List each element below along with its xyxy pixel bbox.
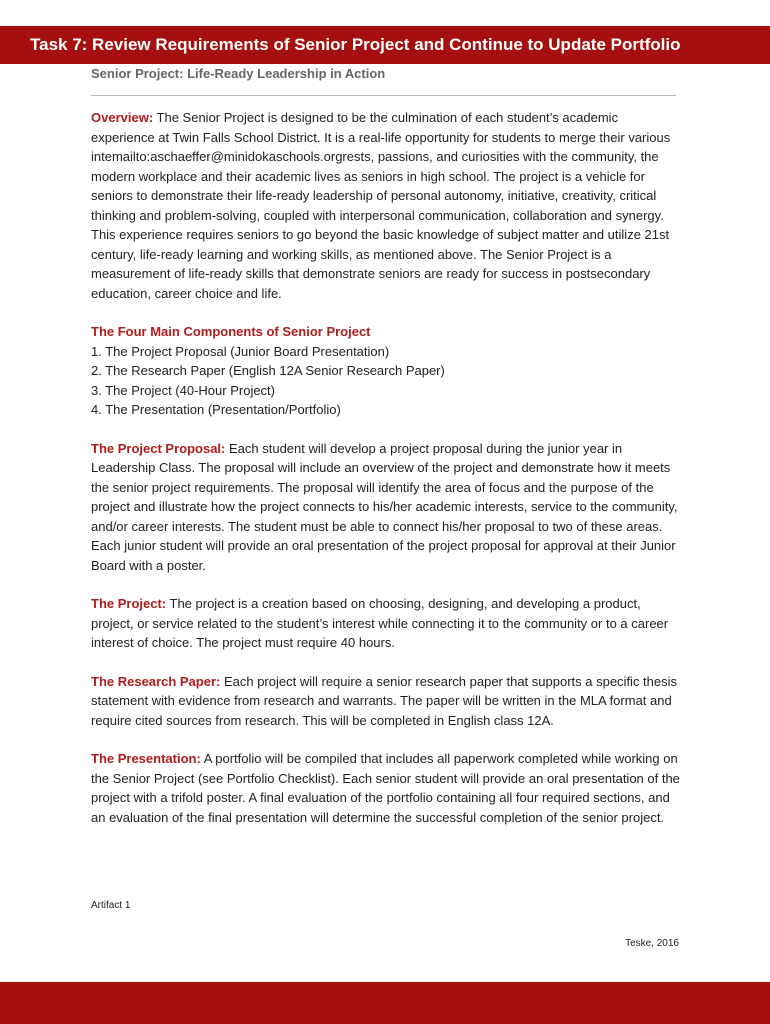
overview-paragraph bbox=[91, 108, 681, 303]
project-text: The project is a creation based on choosing, designing, and developing a product, project, or service related to the student’s interest while connecting it to the community or to a career interest of choice. The project must require 40 hours. bbox=[91, 596, 669, 650]
divider bbox=[91, 95, 676, 96]
page-subtitle: Senior Project: Life-Ready Leadership in Action bbox=[91, 66, 386, 81]
title-banner bbox=[0, 26, 770, 64]
components-heading: The Four Main Components of Senior Project bbox=[91, 324, 371, 339]
page-title: Task 7: Review Requirements of Senior Project and Continue to Update Portfolio bbox=[30, 35, 681, 54]
overview-text: The Senior Project is designed to be the culmination of each student’s academic experience at Twin Falls School District. It is a real-life opportunity for students to merge their various intemailto:aschaeffer@minidokaschools.orgrests, passions, and curiosities with the community, the modern workplace and their academic lives as seniors in high school. The project is a vehicle for seniors to demonstrate their life-ready leadership of personal autonomy, initiative, creativity, critical thinking and problem-solving, coupled with interpersonal communication, collaboration and synergy. This experience requires seniors to go beyond the basic knowledge of subject matter and utilize 21st century, life-ready learning and working skills, as mentioned above. The Senior Project is a measurement of life-ready skills that demonstrate seniors are ready for success in postsecondary education, career choice and life. bbox=[91, 110, 671, 301]
project-proposal-label: The Project Proposal: bbox=[91, 440, 226, 456]
list-item: 3. The Project (40-Hour Project) bbox=[91, 382, 275, 398]
list-item: 2. The Research Paper (English 12A Senior Research Paper) bbox=[91, 363, 445, 378]
document-body bbox=[91, 108, 681, 846]
artifact-label: Artifact 1 bbox=[91, 900, 131, 911]
research-paper-paragraph bbox=[91, 672, 681, 731]
footer-banner bbox=[0, 982, 770, 1024]
credit-label: Teske, 2016 bbox=[625, 938, 679, 949]
presentation-label: The Presentation: bbox=[91, 751, 201, 766]
project-proposal-paragraph bbox=[91, 439, 681, 576]
project-paragraph bbox=[91, 594, 681, 653]
research-paper-label: The Research Paper: bbox=[91, 673, 221, 689]
list-item: 4. The Presentation (Presentation/Portfolio) bbox=[91, 402, 341, 417]
presentation-paragraph bbox=[91, 749, 681, 827]
project-proposal-text: Each student will develop a project proposal during the junior year in Leadership Class. The proposal will include an overview of the project and demonstrate how it meets the senior project requirements. The proposal will identify the area of focus and the purpose of the project and illustrate how the project connects to his/her academic interests, service to the community, and/or career interests. The student must be able to connect his/her proposal to two of these areas. Each junior student will provide an oral presentation of the project proposal for approval at their Junior Board with a poster. bbox=[91, 440, 678, 573]
presentation-text: A portfolio will be compiled that includes all paperwork completed while working on the Senior Project (see Portfolio Checklist). Each senior student will provide an oral presentation of the project with a trifold poster. A final evaluation of the portfolio containing all four required sections, and an evaluation of the final presentation will determine the successful completion of the senior project. bbox=[91, 751, 680, 825]
overview-label: Overview: bbox=[91, 110, 154, 125]
project-label: The Project: bbox=[91, 596, 167, 611]
research-paper-text: Each project will require a senior research paper that supports a specific thesis statement with evidence from research and warrants. The paper will be written in the MLA format and require cited sources from research. This will be completed in English class 12A. bbox=[91, 673, 678, 728]
list-item: 1. The Project Proposal (Junior Board Presentation) bbox=[91, 343, 390, 359]
components-list bbox=[91, 322, 681, 420]
